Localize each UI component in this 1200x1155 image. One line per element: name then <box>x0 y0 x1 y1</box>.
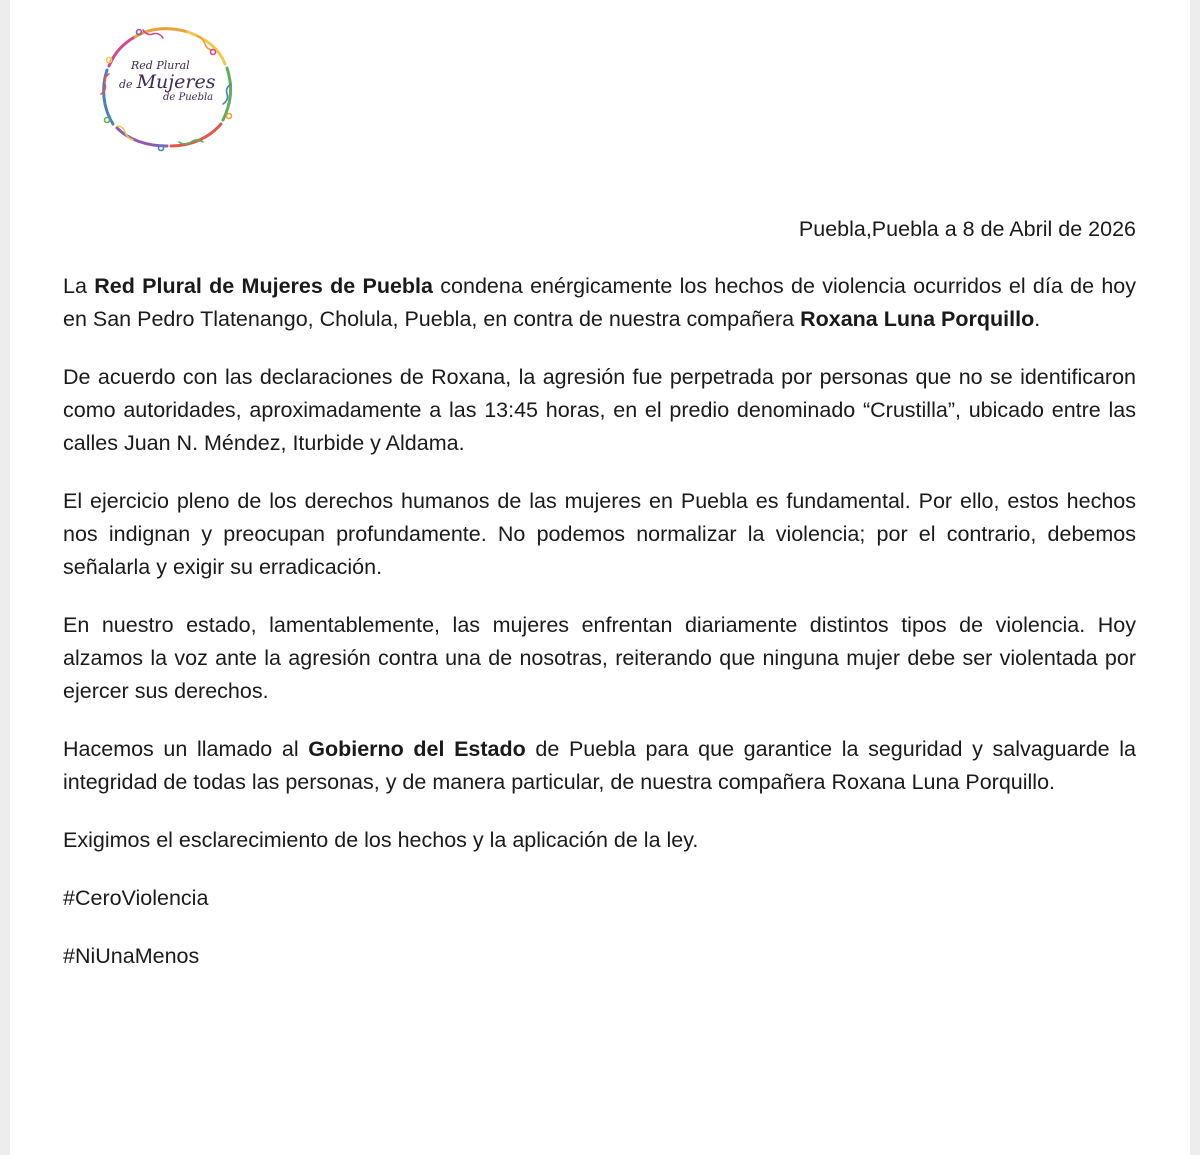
logo-line-2 <box>119 73 219 92</box>
paragraph-3: El ejercicio pleno de los derechos humanos de las mujeres en Puebla es fundamental. Por ello, estos hechos nos indignan y preocupan profundamente. No podemos normalizar la violencia; por el contrario, debemos señalarla y exigir su erradicación. <box>63 489 1136 579</box>
logo-line-2-b: Mujeres <box>136 71 216 93</box>
paragraph-1 <box>63 270 1136 336</box>
hashtag-cero-violencia: #CeroViolencia <box>63 886 209 910</box>
hashtag-ni-una-menos: #NiUnaMenos <box>63 944 200 968</box>
logo-head-6 <box>107 58 112 63</box>
logo-line-1: Red Plural <box>131 59 190 72</box>
p1-text-e: . <box>1034 307 1041 331</box>
logo-head-2 <box>211 50 216 55</box>
logo-wordmark <box>119 60 219 103</box>
logo-head-1 <box>137 30 142 35</box>
document-page <box>10 0 1190 1155</box>
p1-text-a: La <box>63 274 95 298</box>
logo-head-5 <box>105 118 110 123</box>
document-date: Puebla,Puebla a 8 de Abril de 2026 <box>798 217 1136 241</box>
p5-text-c: de Puebla para que garantice la seguridad y salvaguarde la integridad de todas las personas, y de manera particular, de nuestra compañera Roxana Luna Porquillo. <box>63 737 1136 794</box>
statement-body <box>63 213 1136 998</box>
logo-line-3: de Puebla <box>163 92 214 103</box>
logo-head-4 <box>159 146 164 151</box>
paragraph-4: En nuestro estado, lamentablemente, las mujeres enfrentan diariamente distintos tipos de violencia. Hoy alzamos la voz ante la agresión contra una de nosotras, reiterando que ninguna mujer debe ser violentada por ejercer sus derechos. <box>63 613 1136 703</box>
logo-stroke-bottom-right <box>171 124 221 146</box>
victim-name: Roxana Luna Porquillo <box>800 307 1035 331</box>
logo-head-3 <box>227 114 232 119</box>
logo-line-2-a: de <box>119 78 133 91</box>
p1-text-c: condena enérgicamente los hechos de violencia ocurridos el día de hoy en San Pedro Tlatenango, Cholula, Puebla, en contra de nuestra compañera <box>63 274 1136 331</box>
government-name: Gobierno del Estado <box>308 737 526 761</box>
organization-logo <box>93 24 239 152</box>
p5-text-a: Hacemos un llamado al <box>63 737 309 761</box>
paragraph-2: De acuerdo con las declaraciones de Roxana, la agresión fue perpetrada por personas que no se identificaron como autoridades, aproximadamente a las 13:45 horas, en el predio denominado “Crustilla”, ubicado entre las calles Juan N. Méndez, Iturbide y Aldama. <box>63 365 1136 455</box>
paragraph-6: Exigimos el esclarecimiento de los hechos y la aplicación de la ley. <box>63 828 699 852</box>
paragraph-5 <box>63 733 1136 799</box>
organization-name: Red Plural de Mujeres de Puebla <box>94 274 433 298</box>
